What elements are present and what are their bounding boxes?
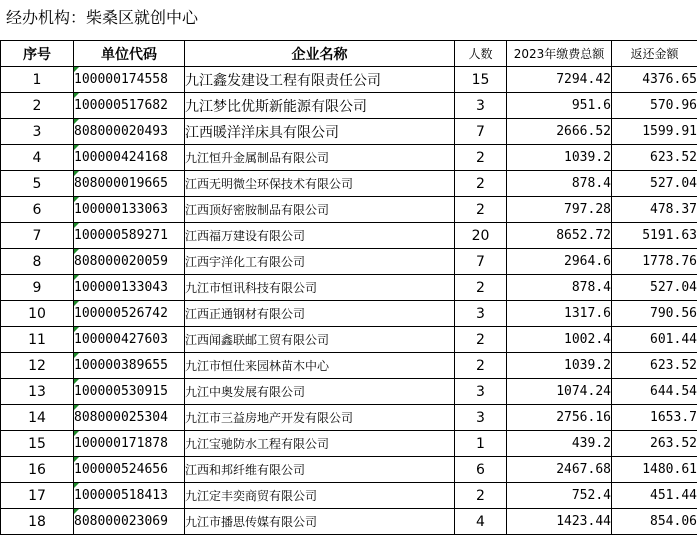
cell-count: 2 xyxy=(455,171,507,197)
cell-refund: 451.44 xyxy=(612,483,697,509)
table-row xyxy=(1,249,697,275)
table-row xyxy=(1,327,697,353)
cell-company-name: 江西宇洋化工有限公司 xyxy=(185,249,455,275)
cell-count: 4 xyxy=(455,509,507,535)
comment-marker-icon xyxy=(74,483,79,488)
cell-refund: 1778.76 xyxy=(612,249,697,275)
cell-seq: 13 xyxy=(1,379,74,405)
table-row xyxy=(1,145,697,171)
cell-refund: 570.96 xyxy=(612,93,697,119)
cell-company-name: 九江鑫发建设工程有限责任公司 xyxy=(185,67,455,93)
comment-marker-icon xyxy=(74,457,79,462)
cell-company-name: 九江定丰奕商贸有限公司 xyxy=(185,483,455,509)
cell-refund: 1653.7 xyxy=(612,405,697,431)
cell-count: 3 xyxy=(455,301,507,327)
cell-code-text: 100000427603 xyxy=(74,332,168,347)
cell-count: 3 xyxy=(455,405,507,431)
table-body xyxy=(1,67,697,535)
cell-code xyxy=(74,353,185,379)
refund-table xyxy=(0,40,697,535)
comment-marker-icon xyxy=(74,145,79,150)
cell-company-name: 九江市恒仕来园林苗木中心 xyxy=(185,353,455,379)
cell-count: 3 xyxy=(455,93,507,119)
cell-paid: 797.28 xyxy=(507,197,612,223)
cell-seq: 16 xyxy=(1,457,74,483)
cell-company-name: 九江市恒讯科技有限公司 xyxy=(185,275,455,301)
cell-company-name: 江西和邦纤维有限公司 xyxy=(185,457,455,483)
table-row xyxy=(1,405,697,431)
cell-paid: 439.2 xyxy=(507,431,612,457)
cell-code xyxy=(74,249,185,275)
table-row xyxy=(1,301,697,327)
cell-seq: 10 xyxy=(1,301,74,327)
cell-code xyxy=(74,457,185,483)
table-row xyxy=(1,457,697,483)
cell-refund: 644.54 xyxy=(612,379,697,405)
cell-code xyxy=(74,119,185,145)
cell-code-text: 100000517682 xyxy=(74,98,168,113)
cell-seq: 9 xyxy=(1,275,74,301)
cell-count: 2 xyxy=(455,483,507,509)
cell-code xyxy=(74,509,185,535)
header-code: 单位代码 xyxy=(74,41,185,67)
cell-code-text: 808000020059 xyxy=(74,254,168,269)
table-row xyxy=(1,197,697,223)
cell-code-text: 100000524656 xyxy=(74,462,168,477)
cell-company-name: 江西顶好密胺制品有限公司 xyxy=(185,197,455,223)
table-row xyxy=(1,171,697,197)
comment-marker-icon xyxy=(74,93,79,98)
cell-count: 2 xyxy=(455,275,507,301)
comment-marker-icon xyxy=(74,353,79,358)
cell-refund: 790.56 xyxy=(612,301,697,327)
cell-refund: 5191.63 xyxy=(612,223,697,249)
table-row xyxy=(1,431,697,457)
cell-count: 7 xyxy=(455,119,507,145)
cell-code xyxy=(74,275,185,301)
cell-paid: 8652.72 xyxy=(507,223,612,249)
cell-paid: 1039.2 xyxy=(507,353,612,379)
cell-paid: 1002.4 xyxy=(507,327,612,353)
cell-refund: 527.04 xyxy=(612,171,697,197)
cell-refund: 527.04 xyxy=(612,275,697,301)
cell-paid: 2756.16 xyxy=(507,405,612,431)
cell-count: 2 xyxy=(455,353,507,379)
cell-paid: 2964.6 xyxy=(507,249,612,275)
cell-code-text: 100000589271 xyxy=(74,228,168,243)
cell-refund: 1480.61 xyxy=(612,457,697,483)
cell-code xyxy=(74,483,185,509)
cell-company-name: 九江梦比优斯新能源有限公司 xyxy=(185,93,455,119)
cell-code-text: 808000019665 xyxy=(74,176,168,191)
cell-seq: 11 xyxy=(1,327,74,353)
cell-seq: 12 xyxy=(1,353,74,379)
cell-paid: 2467.68 xyxy=(507,457,612,483)
comment-marker-icon xyxy=(74,431,79,436)
cell-code-text: 808000025304 xyxy=(74,410,168,425)
cell-company-name: 九江中奥发展有限公司 xyxy=(185,379,455,405)
header-seq: 序号 xyxy=(1,41,74,67)
comment-marker-icon xyxy=(74,119,79,124)
table-row xyxy=(1,67,697,93)
cell-code xyxy=(74,93,185,119)
cell-seq: 8 xyxy=(1,249,74,275)
cell-company-name: 江西暖洋洋床具有限公司 xyxy=(185,119,455,145)
header-refund: 返还金额 xyxy=(612,41,697,67)
cell-seq: 14 xyxy=(1,405,74,431)
cell-refund: 623.52 xyxy=(612,145,697,171)
cell-count: 3 xyxy=(455,379,507,405)
cell-company-name: 九江市三益房地产开发有限公司 xyxy=(185,405,455,431)
cell-company-name: 九江宝驰防水工程有限公司 xyxy=(185,431,455,457)
cell-code xyxy=(74,405,185,431)
cell-seq: 17 xyxy=(1,483,74,509)
cell-code xyxy=(74,301,185,327)
cell-code-text: 100000424168 xyxy=(74,150,168,165)
cell-refund: 601.44 xyxy=(612,327,697,353)
cell-count: 15 xyxy=(455,67,507,93)
cell-code xyxy=(74,145,185,171)
table-row xyxy=(1,509,697,535)
cell-company-name: 江西无明微尘环保技术有限公司 xyxy=(185,171,455,197)
table-row xyxy=(1,483,697,509)
cell-company-name: 江西福万建设有限公司 xyxy=(185,223,455,249)
cell-company-name: 江西正通钢材有限公司 xyxy=(185,301,455,327)
cell-code-text: 100000171878 xyxy=(74,436,168,451)
table-row xyxy=(1,119,697,145)
table-row xyxy=(1,353,697,379)
cell-paid: 7294.42 xyxy=(507,67,612,93)
cell-code xyxy=(74,171,185,197)
table-header-row xyxy=(1,41,697,67)
cell-refund: 623.52 xyxy=(612,353,697,379)
comment-marker-icon xyxy=(74,405,79,410)
cell-count: 2 xyxy=(455,145,507,171)
cell-paid: 752.4 xyxy=(507,483,612,509)
cell-paid: 1039.2 xyxy=(507,145,612,171)
comment-marker-icon xyxy=(74,509,79,514)
cell-seq: 6 xyxy=(1,197,74,223)
cell-refund: 263.52 xyxy=(612,431,697,457)
cell-refund: 478.37 xyxy=(612,197,697,223)
cell-company-name: 江西闻鑫联邮工贸有限公司 xyxy=(185,327,455,353)
header-name: 企业名称 xyxy=(185,41,455,67)
cell-count: 1 xyxy=(455,431,507,457)
cell-paid: 1317.6 xyxy=(507,301,612,327)
header-paid: 2023年缴费总额 xyxy=(507,41,612,67)
cell-paid: 2666.52 xyxy=(507,119,612,145)
comment-marker-icon xyxy=(74,197,79,202)
cell-seq: 7 xyxy=(1,223,74,249)
comment-marker-icon xyxy=(74,301,79,306)
cell-code-text: 100000518413 xyxy=(74,488,168,503)
table-row xyxy=(1,93,697,119)
agency-title: 经办机构：柴桑区就创中心 xyxy=(6,8,199,27)
table-row xyxy=(1,223,697,249)
cell-code xyxy=(74,223,185,249)
cell-code xyxy=(74,431,185,457)
cell-refund: 4376.65 xyxy=(612,67,697,93)
cell-code-text: 100000133043 xyxy=(74,280,168,295)
cell-code-text: 100000389655 xyxy=(74,358,168,373)
cell-paid: 951.6 xyxy=(507,93,612,119)
cell-code-text: 100000174558 xyxy=(74,72,168,87)
cell-code-text: 100000133063 xyxy=(74,202,168,217)
comment-marker-icon xyxy=(74,223,79,228)
cell-refund: 854.06 xyxy=(612,509,697,535)
cell-seq: 2 xyxy=(1,93,74,119)
cell-count: 20 xyxy=(455,223,507,249)
comment-marker-icon xyxy=(74,327,79,332)
cell-seq: 5 xyxy=(1,171,74,197)
cell-code-text: 100000526742 xyxy=(74,306,168,321)
comment-marker-icon xyxy=(74,67,79,72)
cell-paid: 878.4 xyxy=(507,275,612,301)
cell-code-text: 808000020493 xyxy=(74,124,168,139)
cell-code xyxy=(74,197,185,223)
cell-count: 6 xyxy=(455,457,507,483)
cell-refund: 1599.91 xyxy=(612,119,697,145)
cell-code xyxy=(74,379,185,405)
cell-paid: 1074.24 xyxy=(507,379,612,405)
cell-code xyxy=(74,67,185,93)
cell-seq: 15 xyxy=(1,431,74,457)
cell-code xyxy=(74,327,185,353)
comment-marker-icon xyxy=(74,249,79,254)
table-row xyxy=(1,379,697,405)
table-row xyxy=(1,275,697,301)
comment-marker-icon xyxy=(74,379,79,384)
cell-seq: 3 xyxy=(1,119,74,145)
cell-seq: 18 xyxy=(1,509,74,535)
cell-company-name: 九江市播思传媒有限公司 xyxy=(185,509,455,535)
cell-count: 2 xyxy=(455,197,507,223)
cell-company-name: 九江恒升金属制品有限公司 xyxy=(185,145,455,171)
header-count: 人数 xyxy=(455,41,507,67)
cell-paid: 878.4 xyxy=(507,171,612,197)
cell-count: 2 xyxy=(455,327,507,353)
cell-seq: 1 xyxy=(1,67,74,93)
cell-paid: 1423.44 xyxy=(507,509,612,535)
comment-marker-icon xyxy=(74,275,79,280)
comment-marker-icon xyxy=(74,171,79,176)
cell-code-text: 100000530915 xyxy=(74,384,168,399)
cell-seq: 4 xyxy=(1,145,74,171)
cell-code-text: 808000023069 xyxy=(74,514,168,529)
cell-count: 7 xyxy=(455,249,507,275)
